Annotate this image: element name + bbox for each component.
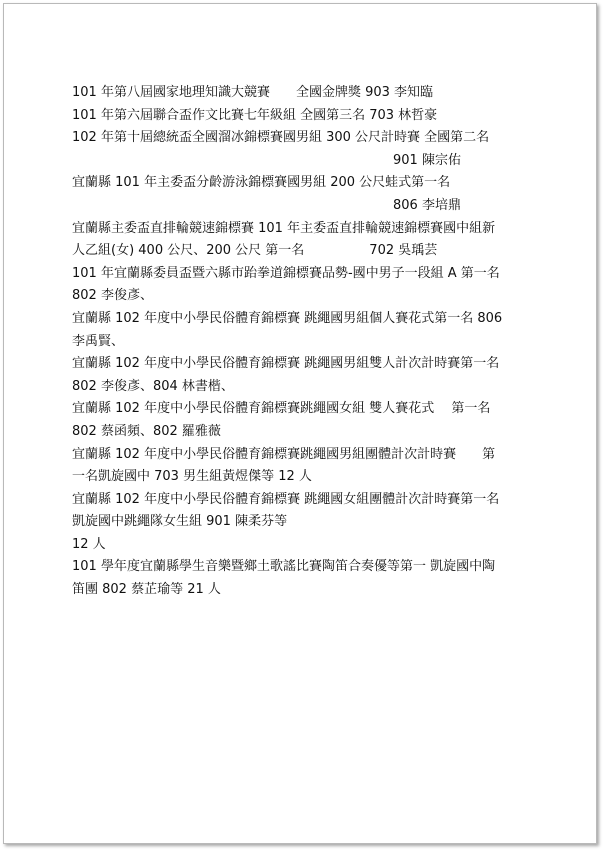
award-line: 宜蘭縣 102 年度中小學民俗體育錦標賽 跳繩國女組團體計次計時賽第一名 [72,491,500,507]
award-line: 人乙組(女) 400 公尺、200 公尺 第一名 702 吳瑀芸 [72,243,438,259]
award-line: 101 年宜蘭縣委員盃暨六縣市跆拳道錦標賽品勢-國中男子一段組 A 第一名 [72,265,500,281]
award-line: 笛團 802 蔡芷瑜等 21 人 [72,582,221,598]
award-line: 凱旋國中跳繩隊女生組 901 陳柔芬等 [72,514,288,530]
award-line: 宜蘭縣主委盃直排輪競速錦標賽 101 年主委盃直排輪競速錦標賽國中組新 [72,220,496,236]
award-line: 101 年第六屆聯合盃作文比賽七年級組 全國第三名 703 林哲豪 [72,107,438,123]
award-line: 802 李俊彥、 [72,288,153,304]
award-line: 宜蘭縣 101 年主委盃分齡游泳錦標賽國男組 200 公尺蛙式第一名 [72,175,451,191]
award-line: 12 人 [72,536,106,552]
award-line: 宜蘭縣 102 年度中小學民俗體育錦標賽跳繩國女組 雙人賽花式 第一名 [72,401,491,417]
award-line: 802 蔡函頻、802 羅雅薇 [72,423,221,439]
award-line: 806 李培鼎 [393,197,461,213]
award-line: 李禹賢、 [72,333,125,349]
award-line: 一名凱旋國中 703 男生組黃煜傑等 12 人 [72,469,312,485]
award-line: 宜蘭縣 102 年度中小學民俗體育錦標賽 跳繩國男組雙人計次計時賽第一名 [72,356,500,372]
award-line: 宜蘭縣 102 年度中小學民俗體育錦標賽跳繩國男組團體計次計時賽 第 [72,446,496,462]
document-page [3,3,597,844]
award-list [72,82,542,602]
award-line: 901 陳宗佑 [393,152,461,168]
award-line: 宜蘭縣 102 年度中小學民俗體育錦標賽 跳繩國男組個人賽花式第一名 806 [72,310,503,326]
award-line: 101 學年度宜蘭縣學生音樂暨鄉土歌謠比賽陶笛合奏優等第一 凱旋國中陶 [72,559,496,575]
award-line: 101 年第八屆國家地理知識大競賽 全國金牌獎 903 李知臨 [72,85,434,100]
award-line: 802 李俊彥、804 林書楷、 [72,378,234,394]
award-line: 102 年第十屆總統盃全國溜冰錦標賽國男組 300 公尺計時賽 全國第二名 [72,130,490,146]
